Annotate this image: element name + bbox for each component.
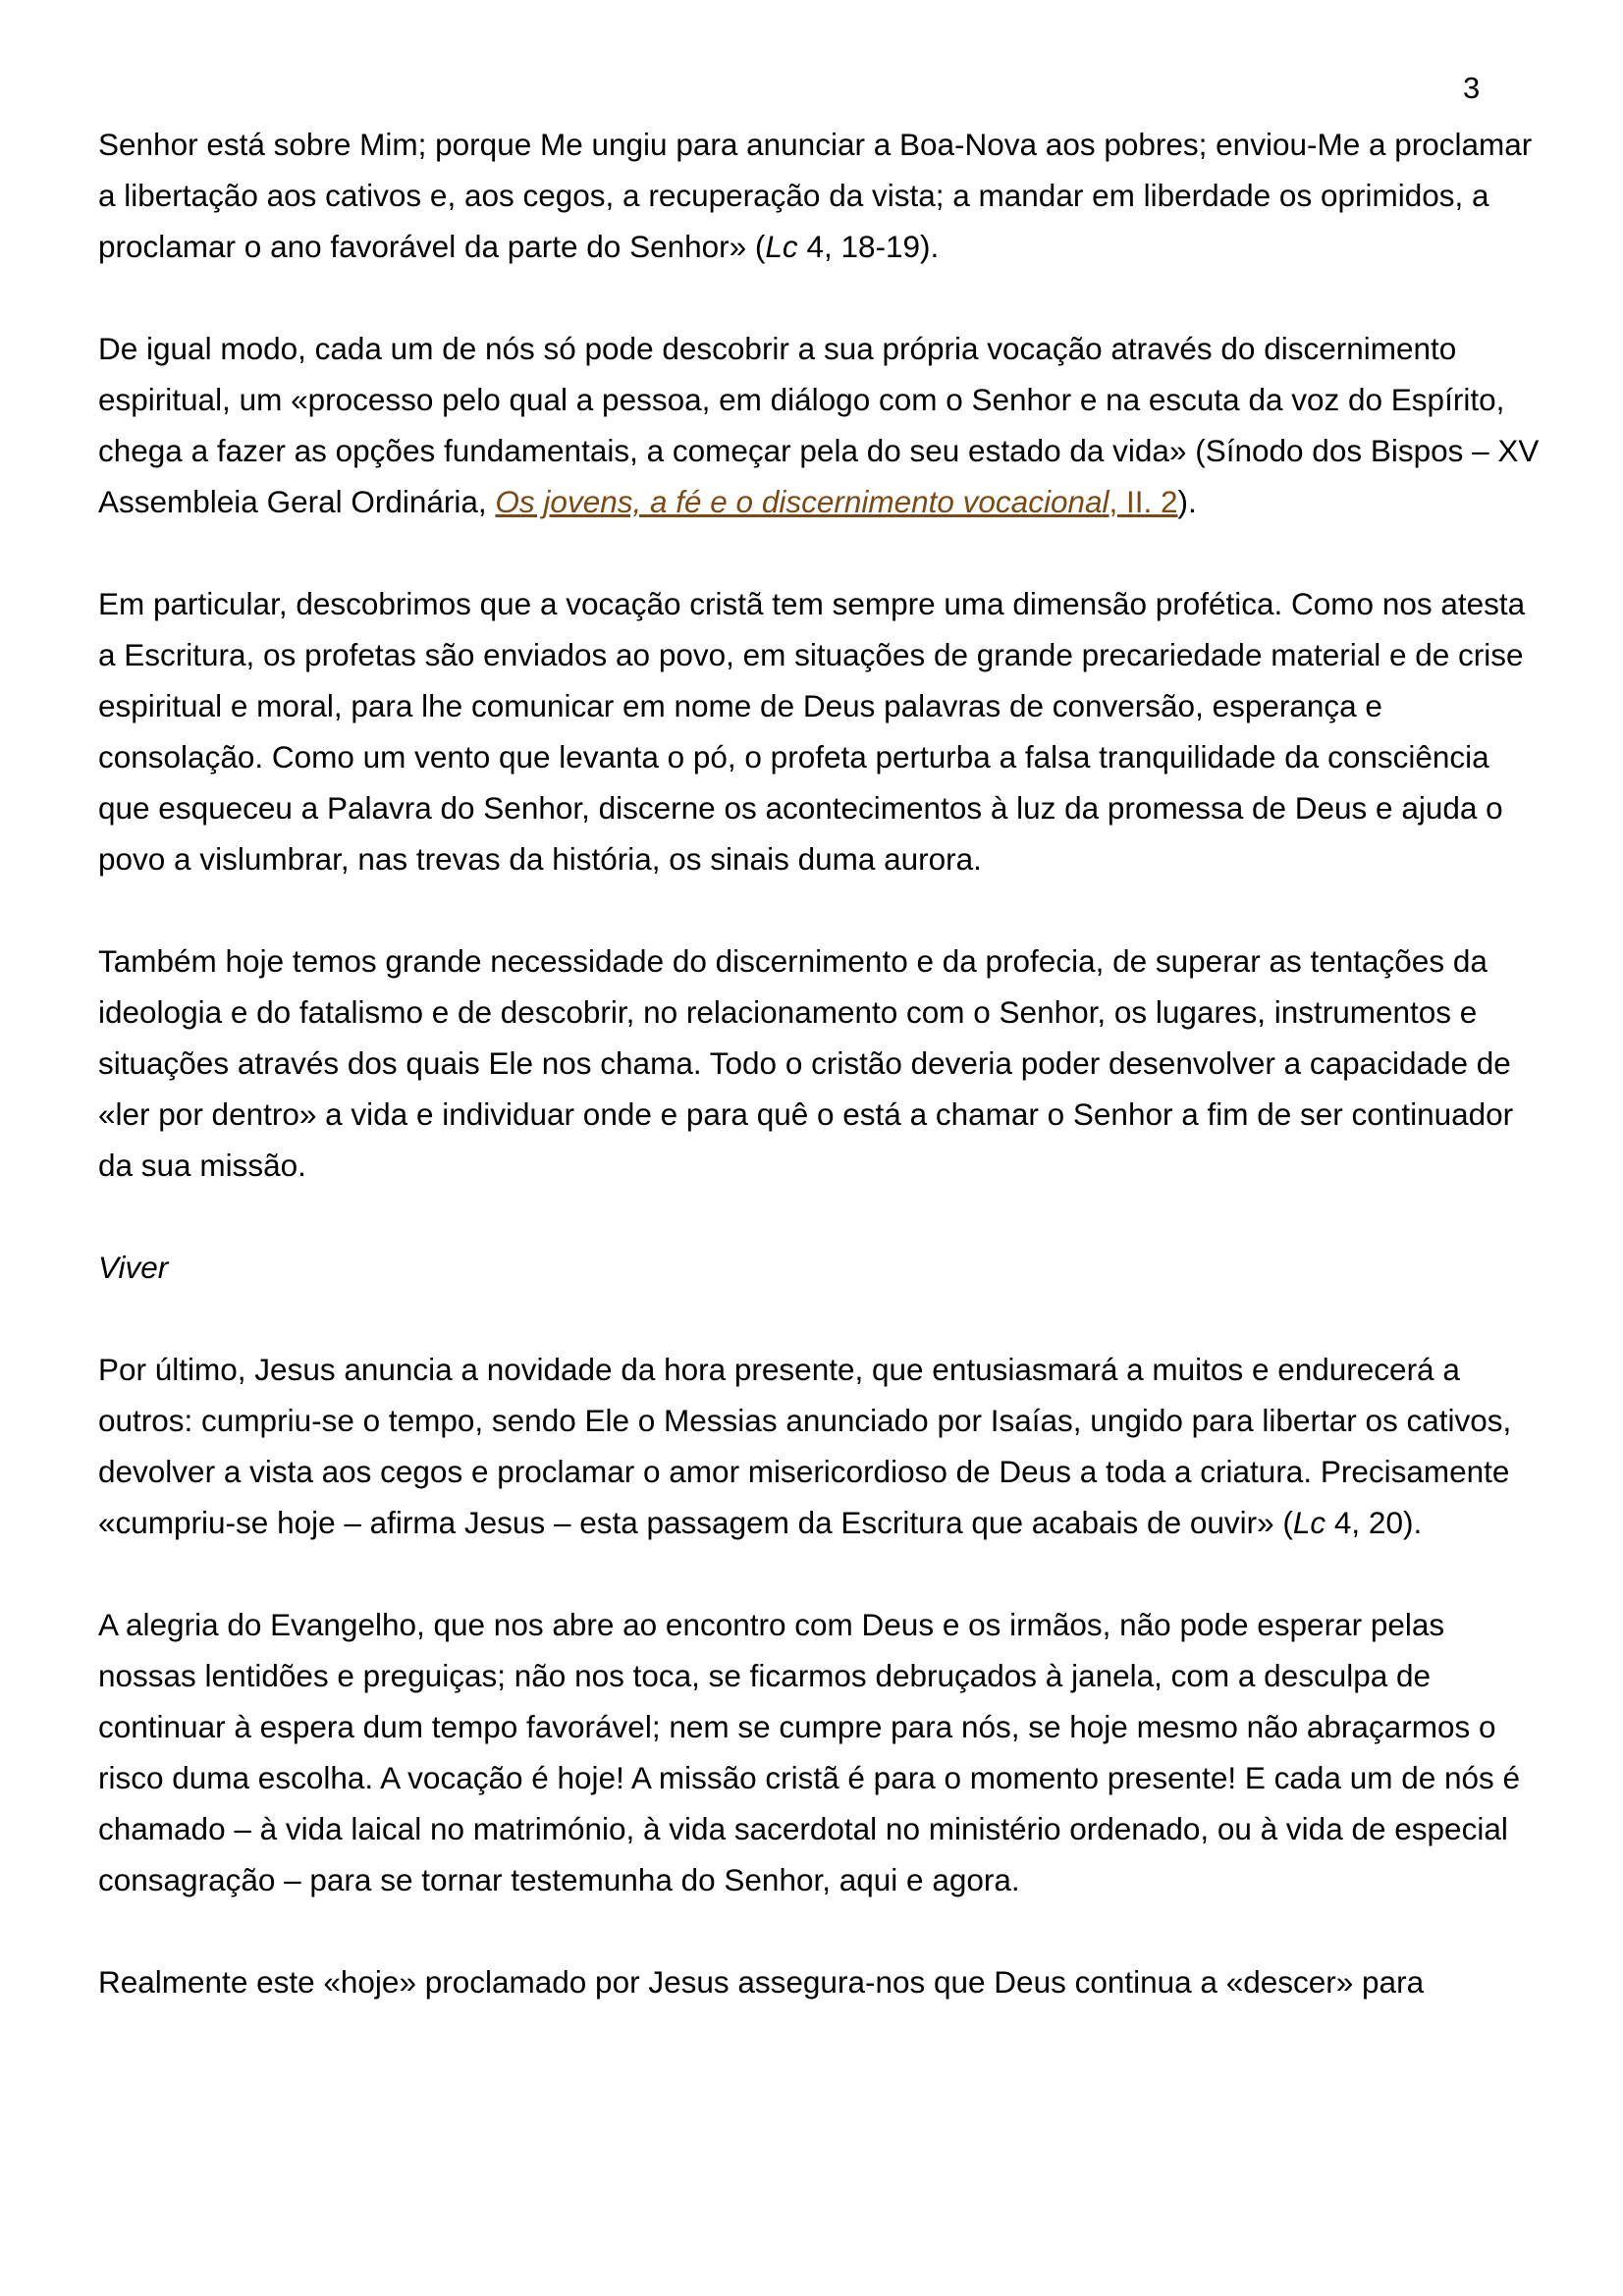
- paragraph-6: A alegria do Evangelho, que nos abre ao encontro com Deus e os irmãos, não pode esperar pelas nossas lentidões e preguiças; não nos toca, se ficarmos debruçados à janela, com a desculpa de continuar à espera dum tempo favorável; nem se cumpre para nós, se hoje mesmo não abraçarmos o risco duma escolha. A vocação é hoje! A missão cristã é para o momento presente! E cada um de nós é chamado – à vida laical no matrimónio, à vida sacerdotal no ministério ordenado, ou à vida de especial consagração – para se tornar testemunha do Senhor, aqui e agora.: [98, 1607, 1521, 1897]
- synod-document-link[interactable]: [495, 484, 1177, 519]
- section-heading-viver: Viver: [98, 1250, 169, 1285]
- paragraph-7: Realmente este «hoje» proclamado por Jesus assegura-nos que Deus continua a «descer» para: [98, 1964, 1425, 2000]
- paragraph-2-text: De igual modo, cada um de nós só pode descobrir a sua própria vocação através do discernimento espiritual, um «processo pelo qual a pessoa, em diálogo com o Senhor e na escuta da voz do Espírito, chega a fazer as opções fundamentais, a começar pela do seu estado da vida» (Sínodo dos Bispos – XV Assembleia Geral Ordinária,: [98, 331, 1540, 519]
- scripture-reference: Lc: [1292, 1505, 1326, 1540]
- paragraph-2: [98, 323, 1542, 527]
- paragraph-5-text: Por último, Jesus anuncia a novidade da hora presente, que entusiasmará a muitos e endurecerá a outros: cumpriu-se o tempo, sendo Ele o Messias anunciado por Isaías, ungido para libertar os cativos, devolver a vista aos cegos e proclamar o amor misericordioso de Deus a toda a criatura. Precisamente «cumpriu-se hoje – afirma Jesus – esta passagem da Escritura que acabais de ouvir» (: [98, 1352, 1512, 1540]
- synod-document-link-section: , II. 2: [1109, 484, 1178, 519]
- synod-document-link-title: Os jovens, a fé e o discernimento vocacional: [495, 484, 1109, 519]
- scripture-reference: Lc: [765, 229, 798, 264]
- paragraph-5: [98, 1344, 1542, 1548]
- page-number: 3: [1463, 71, 1481, 105]
- paragraph-5-ref-end: 4, 20).: [1325, 1505, 1423, 1540]
- paragraph-1-ref-end: 4, 18-19).: [797, 229, 940, 264]
- document-body: [98, 119, 1542, 2007]
- paragraph-2-end: ).: [1177, 484, 1197, 519]
- paragraph-1-text: Senhor está sobre Mim; porque Me ungiu para anunciar a Boa-Nova aos pobres; enviou-Me a proclamar a libertação aos cativos e, aos cegos, a recuperação da vista; a mandar em liberdade os oprimidos, a proclamar o ano favorável da parte do Senhor» (: [98, 127, 1533, 264]
- paragraph-4: Também hoje temos grande necessidade do discernimento e da profecia, de superar as tentações da ideologia e do fatalismo e de descobrir, no relacionamento com o Senhor, os lugares, instrumentos e situações através dos quais Ele nos chama. Todo o cristão deveria poder desenvolver a capacidade de «ler por dentro» a vida e individuar onde e para quê o está a chamar o Senhor a fim de ser continuador da sua missão.: [98, 943, 1514, 1183]
- paragraph-3: Em particular, descobrimos que a vocação cristã tem sempre uma dimensão profética. Como nos atesta a Escritura, os profetas são enviados ao povo, em situações de grande precariedade material e de crise espiritual e moral, para lhe comunicar em nome de Deus palavras de conversão, esperança e consolação. Como um vento que levanta o pó, o profeta perturba a falsa tranquilidade da consciência que esqueceu a Palavra do Senhor, discerne os acontecimentos à luz da promessa de Deus e ajuda o povo a vislumbrar, nas trevas da história, os sinais duma aurora.: [98, 586, 1526, 877]
- paragraph-1: [98, 119, 1542, 272]
